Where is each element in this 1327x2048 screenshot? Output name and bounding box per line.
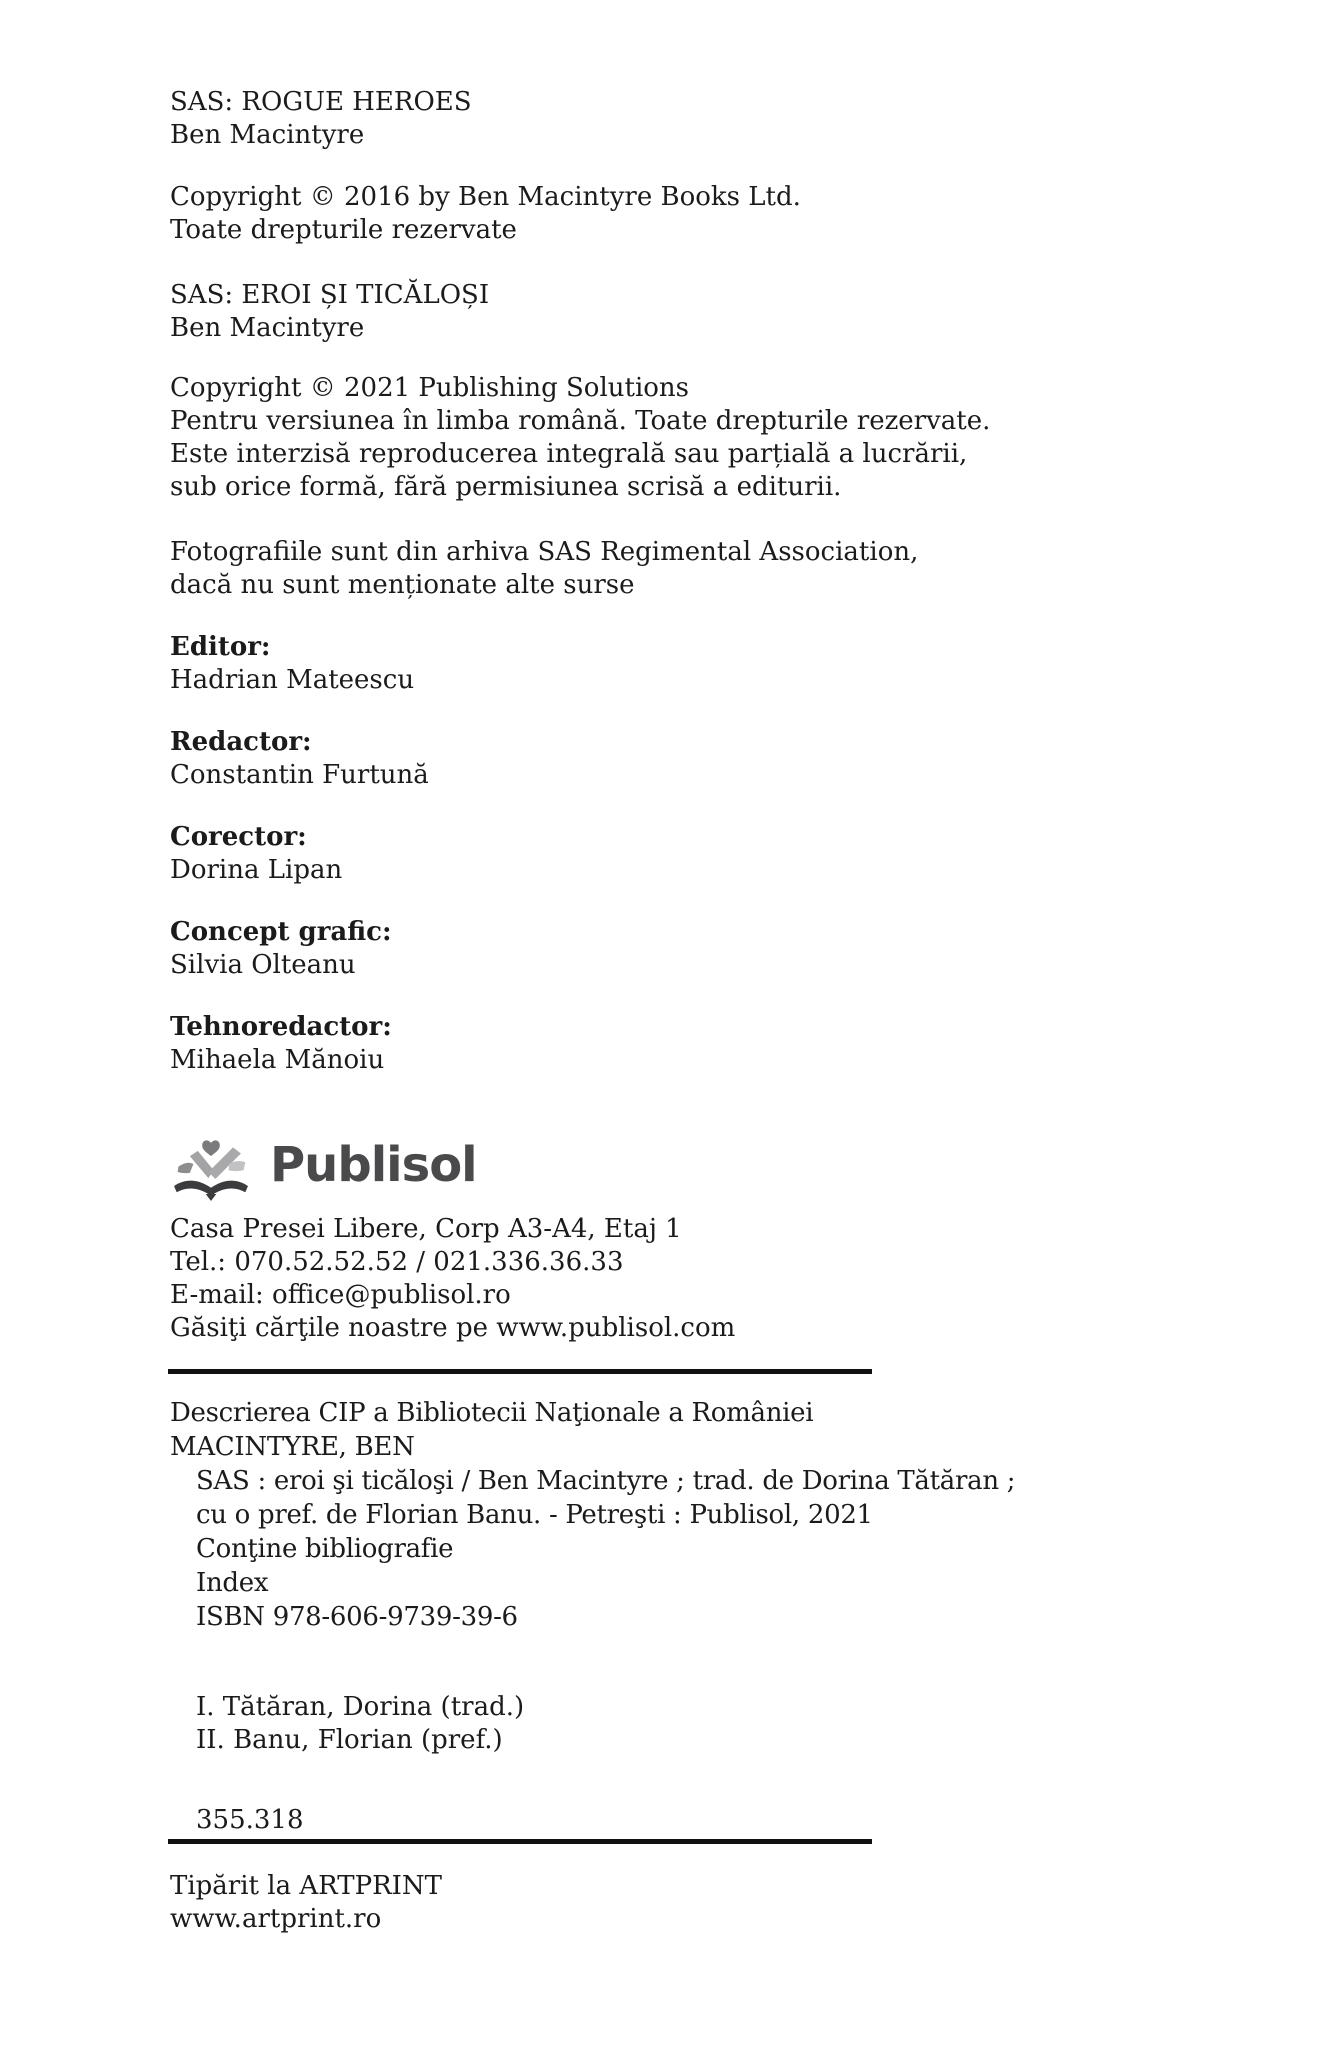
photo-credit-line: dacă nu sunt menționate alte surse (170, 570, 635, 600)
original-copyright-block (170, 181, 1170, 247)
romanian-rights-line: Este interzisă reproducerea integrală sau parțială a lucrării, (170, 439, 968, 469)
copyright-text-column (170, 86, 1170, 1936)
printer-website-line: www.artprint.ro (170, 1904, 382, 1934)
staff-name: Dorina Lipan (170, 855, 343, 885)
divider-rule-top (168, 1369, 872, 1374)
staff-role-label: Editor: (170, 632, 271, 662)
publisher-email: E-mail: office@publisol.ro (170, 1280, 511, 1310)
romanian-author: Ben Macintyre (170, 313, 365, 343)
cip-description-line: cu o pref. de Florian Banu. - Petreşti : Publisol, 2021 (196, 1500, 873, 1530)
publisher-wordmark: Publisol (270, 1137, 477, 1193)
photo-credit-line: Fotografiile sunt din arhiva SAS Regimental Association, (170, 537, 919, 567)
staff-name: Silvia Olteanu (170, 950, 356, 980)
divider-rule-bottom (168, 1839, 872, 1844)
cip-description-line: Conţine bibliografie (196, 1534, 454, 1564)
cip-index-entry: II. Banu, Florian (pref.) (196, 1725, 503, 1755)
romanian-copyright-line: Copyright © 2021 Publishing Solutions (170, 373, 690, 403)
staff-entry-corector (170, 821, 1170, 887)
photo-credit-block (170, 536, 1170, 602)
cip-heading: Descrierea CIP a Bibliotecii Naţionale a României (170, 1398, 814, 1428)
original-rights-line: Toate drepturile rezervate (170, 215, 517, 245)
staff-role-label: Corector: (170, 822, 307, 852)
staff-role-label: Tehnoredactor: (170, 1012, 392, 1042)
printer-name-line: Tipărit la ARTPRINT (170, 1871, 443, 1901)
staff-name: Mihaela Mănoiu (170, 1045, 385, 1075)
staff-entry-redactor (170, 726, 1170, 792)
romanian-copyright-block (170, 372, 1170, 504)
original-title: SAS: ROGUE HEROES (170, 87, 472, 117)
staff-entry-tehnoredactor (170, 1011, 1170, 1077)
staff-role-label: Concept grafic: (170, 917, 392, 947)
romanian-rights-line: Pentru versiunea în limba română. Toate drepturile rezervate. (170, 406, 991, 436)
cip-description-block (170, 1396, 1170, 1634)
romanian-rights-line: sub orice formă, fără permisiunea scrisă a editurii. (170, 472, 842, 502)
publisol-book-bird-logo-icon (170, 1135, 252, 1201)
publisher-contact-block (170, 1213, 1170, 1345)
staff-name: Constantin Furtună (170, 760, 429, 790)
romanian-edition-block (170, 279, 1170, 345)
cip-description-line: SAS : eroi şi ticăloşi / Ben Macintyre ; trad. de Dorina Tătăran ; (196, 1466, 1016, 1496)
publisher-logo (170, 1135, 1170, 1201)
original-author: Ben Macintyre (170, 120, 365, 150)
cip-index-entry: I. Tătăran, Dorina (trad.) (196, 1692, 525, 1722)
cip-classification-number: 355.318 (196, 1805, 304, 1835)
publisher-website: Găsiţi cărţile noastre pe www.publisol.com (170, 1313, 736, 1343)
cip-classification-block (170, 1804, 1170, 1837)
cip-description-line: Index (196, 1568, 269, 1598)
printer-block (170, 1870, 1170, 1936)
staff-role-label: Redactor: (170, 727, 312, 757)
staff-entry-concept-grafic (170, 916, 1170, 982)
original-copyright-line: Copyright © 2016 by Ben Macintyre Books Ltd. (170, 182, 801, 212)
publisher-address: Casa Presei Libere, Corp A3-A4, Etaj 1 (170, 1214, 682, 1244)
original-edition-block (170, 86, 1170, 152)
romanian-title: SAS: EROI ȘI TICĂLOȘI (170, 280, 490, 310)
cip-index-entries (170, 1691, 1170, 1757)
staff-entry-editor (170, 631, 1170, 697)
staff-name: Hadrian Mateescu (170, 665, 415, 695)
cip-isbn-line: ISBN 978-606-9739-39-6 (196, 1602, 518, 1632)
publisher-phone: Tel.: 070.52.52.52 / 021.336.36.33 (170, 1247, 624, 1277)
cip-author-line: MACINTYRE, BEN (170, 1432, 415, 1462)
